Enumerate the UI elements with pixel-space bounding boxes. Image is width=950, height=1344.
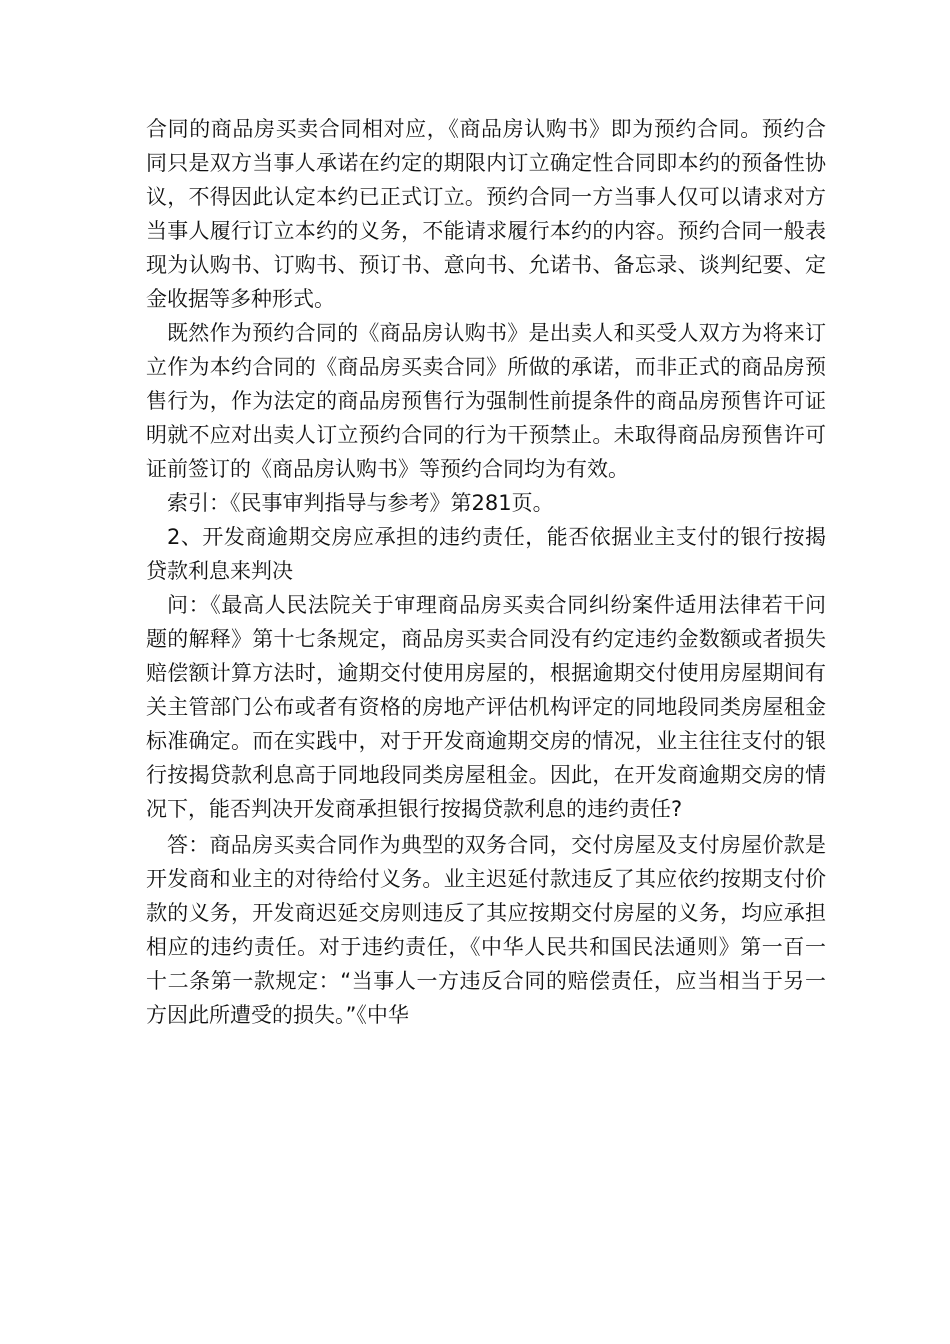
document-body	[146, 112, 826, 1032]
paragraph-reference-citation: 索引：《民事审判指导与参考》第281页。	[167, 491, 554, 515]
paragraph-preliminary-contract-definition: 合同的商品房买卖合同相对应，《商品房认购书》即为预约合同。预约合同只是双方当事人承诺在约定的期限内订立确定性合同即本约的预备性协议，不得因此认定本约已正式订立。预约合同一方当事人仅可以请求对方当事人履行订立本约的义务，不能请求履行本约的内容。预约合同一般表现为认购书、订购书、预订书、意向书、允诺书、备忘录、谈判纪要、定金收据等多种形式。	[146, 117, 826, 311]
paragraph-subscription-validity: 既然作为预约合同的《商品房认购书》是出卖人和买受人双方为将来订立作为本约合同的《商品房买卖合同》所做的承诺，而非正式的商品房预售行为，作为法定的商品房预售行为强制性前提条件的商品房预售许可证明就不应对出卖人订立预约合同的行为干预禁止。未取得商品房预售许可证前签订的《商品房认购书》等预约合同均为有效。	[146, 321, 826, 481]
section-heading-question-2: 2、开发商逾期交房应承担的违约责任，能否依据业主支付的银行按揭贷款利息来判决	[146, 525, 826, 583]
paragraph-answer: 答：商品房买卖合同作为典型的双务合同，交付房屋及支付房屋价款是开发商和业主的对待给付义务。业主迟延付款违反了其应依约按期支付价款的义务，开发商迟延交房则违反了其应按期交付房屋的义务，均应承担相应的违约责任。对于违约责任，《中华人民共和国民法通则》第一百一十二条第一款规定：“当事人一方违反合同的赔偿责任，应当相当于另一方因此所遭受的损失。”《中华	[146, 833, 826, 1027]
paragraph-question: 问：《最高人民法院关于审理商品房买卖合同纠纷案件适用法律若干问题的解释》第十七条规定，商品房买卖合同没有约定违约金数额或者损失赔偿额计算方法时，逾期交付使用房屋的，根据逾期交付使用房屋期间有关主管部门公布或者有资格的房地产评估机构评定的同地段同类房屋租金标准确定。而在实践中，对于开发商逾期交房的情况，业主往往支付的银行按揭贷款利息高于同地段同类房屋租金。因此，在开发商逾期交房的情况下，能否判决开发商承担银行按揭贷款利息的违约责任?	[146, 593, 826, 821]
